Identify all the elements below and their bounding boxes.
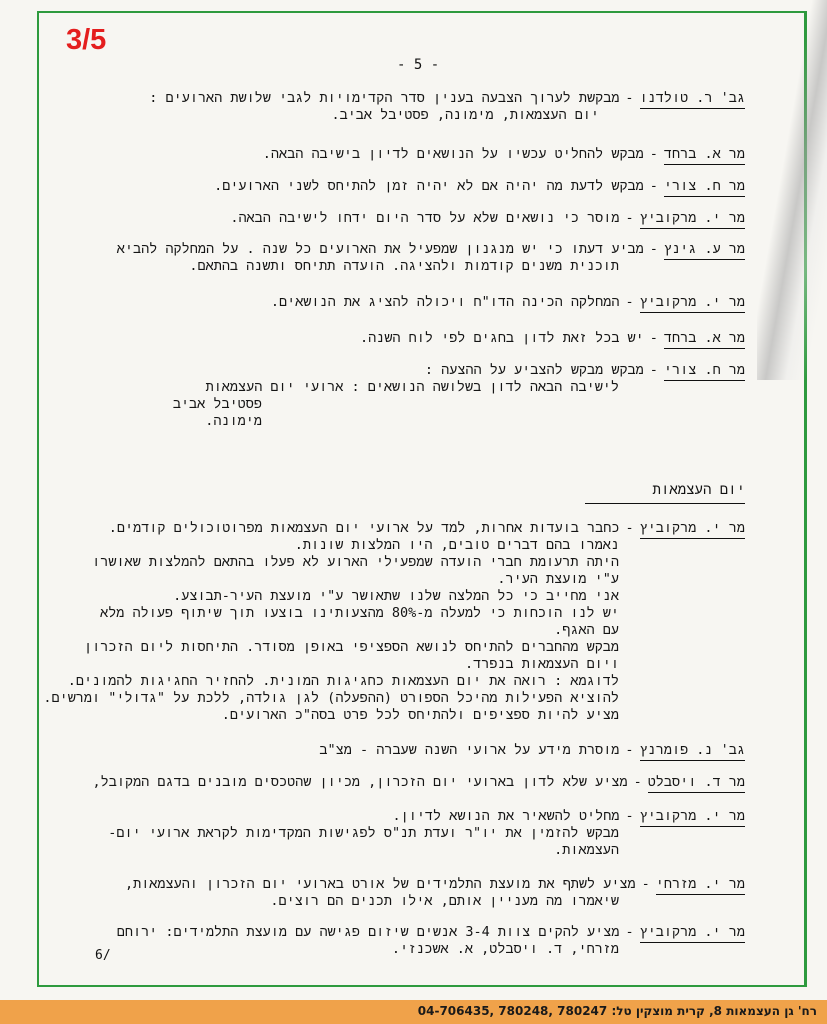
entry-visbelt: מר ד. ויסבלט-מציע שלא לדון בארועי יום הזכרון, מכיון שהטכסים מובנים בדגם המקובל,	[93, 774, 745, 793]
entry-continuation: היתה תרעומת חברי הועדה שמפעילי הארוע לא פעלו בהתאם להמלצות שאושרו	[92, 554, 619, 570]
entry-text: מבקשת לערוך הצבעה בענין סדר הקדימויות לגבי שלושת הארועים :	[149, 90, 620, 106]
entry-continuation: מבקש מהחברים להתיחס לנושא הספציפי באופן מסודר. התיחסות ליום הזכרון	[84, 639, 619, 655]
entry-continuation: לישיבה הבאה לדון בשלושה הנושאים : ארועי יום העצמאות	[205, 379, 619, 395]
entry-text: מבקש מבקש להצביע על ההצעה :	[424, 362, 644, 378]
speaker: מר ע. גינץ	[664, 241, 745, 260]
section-title: יום העצמאות	[585, 482, 745, 504]
entry-text: מוסר כי נושאים שלא על סדר היום ידחו לישיבה הבאה.	[230, 210, 620, 226]
speaker: מר ח. צורי	[664, 362, 745, 381]
entry-mizrahi: מר י. מזרחי-מציע לשתף את מועצת התלמידים של אורט בארועי יום הזכרון והעצמאות,	[125, 876, 745, 895]
list-item: פסטיבל אביב	[172, 396, 262, 412]
list-item: מימונה.	[205, 413, 262, 429]
entry-continuation: אני מחייב כי כל המלצה שלנו שתאושר ע"י מועצת העיר-תבוצע.	[173, 588, 619, 604]
entry-continuation: שיאמרו מה מעניין אותם, אילו תכנים הם רוצים.	[270, 893, 619, 909]
footer-bar	[0, 1000, 827, 1024]
entry-markovich: מר י. מרקוביץ-מציע להקים צוות 3-4 אנשים שיזום פגישה עם מועצת התלמידים: ירוחם	[117, 924, 745, 943]
entry-berhad: מר א. ברחד-יש בכל זאת לדון בחגים לפי לוח השנה.	[360, 330, 745, 349]
entry-continuation: ויום העצמאות בנפרד.	[464, 656, 619, 672]
speaker: מר ד. ויסבלט	[648, 774, 745, 793]
page-mark: 3/5	[66, 24, 107, 56]
entry-text: מבקש להחליט עכשיו על הנושאים לדיון בישיבה הבאה.	[262, 146, 644, 162]
entry-continuation: העצמאות.	[554, 842, 619, 858]
entry-text: מוסרת מידע על ארועי השנה שעברה - מצ"ב	[319, 742, 620, 758]
entry-ginz: מר ע. גינץ-מביע דעתו כי יש מנגנון שמפעיל את הארועים כל שנה . על המחלקה להביא	[117, 241, 745, 260]
entry-text: מחליט להשאיר את הנושא לדיון.	[392, 808, 620, 824]
entry-text: מביע דעתו כי יש מנגנון שמפעיל את הארועים כל שנה . על המחלקה להביא	[116, 241, 644, 257]
entry-pomerantz: גב' נ. פומרנץ-מוסרת מידע על ארועי השנה שעברה - מצ"ב	[319, 742, 745, 761]
page-number: - 5 -	[397, 57, 440, 73]
speaker: מר י. מרקוביץ	[640, 520, 745, 539]
entry-text: מבקש לדעת מה יהיה אם לא יהיה זמן להתיחס לשני הארועים.	[214, 178, 644, 194]
entry-tzuri: מר ח. צורי-מבקש לדעת מה יהיה אם לא יהיה זמן להתיחס לשני הארועים.	[214, 178, 745, 197]
entry-text: מציע שלא לדון בארועי יום הזכרון, מכיון שהטכסים מובנים בדגם המקובל,	[92, 774, 628, 790]
speaker: גב' ר. טולדנו	[640, 90, 745, 109]
entry-continuation: יש לנו הוכחות כי למעלה מ-80% מהצעותינו בוצעו תוך שיתוף פעולה מלא	[100, 605, 619, 621]
speaker: מר א. ברחד	[664, 330, 745, 349]
speaker: מר י. מזרחי	[656, 876, 745, 895]
speaker: מר ח. צורי	[664, 178, 745, 197]
entry-berhad: מר א. ברחד-מבקש להחליט עכשיו על הנושאים לדיון בישיבה הבאה.	[263, 146, 745, 165]
entry-text: מציע לשתף את מועצת התלמידים של אורט בארועי יום הזכרון והעצמאות,	[124, 876, 636, 892]
speaker: מר י. מרקוביץ	[640, 924, 745, 943]
entry-continuation: תוכנית משנים קודמות ולהציגה. הועדה תתיחס ותשנה בהתאם.	[189, 258, 619, 274]
speaker: גב' נ. פומרנץ	[640, 742, 745, 761]
page-fold	[757, 0, 827, 380]
page-continue: 6/	[95, 948, 111, 963]
entry-continuation: ע"י מועצת העיר.	[497, 571, 619, 587]
entry-text: מציע להקים צוות 3-4 אנשים שיזום פגישה עם מועצת התלמידים: ירוחם	[116, 924, 620, 940]
entry-continuation: מזרחי, ד. ויסבלט, א. אשכנזי.	[391, 941, 619, 957]
entry-continuation: להוציא הפעילות מהיכל הספורט (ההפעלה) לגן גולדה, ללכת על "גדולי" ומרשים.	[43, 690, 619, 706]
entry-markovich: מר י. מרקוביץ-כחבר בועדות אחרות, למד על ארועי יום העצמאות מפרוטוכולים קודמים.	[109, 520, 745, 539]
entry-continuation: לדוגמא : רואה את יום העצמאות כחגיגות המונית. להחזיר החגיגות להמונים.	[67, 673, 619, 689]
entry-continuation: מבקש להזמין את יו"ר ועדת תנ"ס לפגישות המקדימות לקראת ארועי יום-	[108, 825, 619, 841]
speaker: מר י. מרקוביץ	[640, 210, 745, 229]
entry-continuation: נאמרו בהם דברים טובים, היו המלצות שונות.	[294, 537, 619, 553]
entry-text: כחבר בועדות אחרות, למד על ארועי יום העצמאות מפרוטוכולים קודמים.	[108, 520, 620, 536]
speaker: מר י. מרקוביץ	[640, 808, 745, 827]
entry-markovich: מר י. מרקוביץ-המחלקה הכינה הדו"ח ויכולה להציג את הנושאים.	[271, 294, 745, 313]
entry-markovich: מר י. מרקוביץ-מחליט להשאיר את הנושא לדיון.	[392, 808, 745, 827]
entry-continuation: מציע להיות ספציפים ולהתיחס לכל פרט בסה"כ הארועים.	[221, 707, 619, 723]
speaker: מר י. מרקוביץ	[640, 294, 745, 313]
footer-address: רח' גן העצמאות 8, קרית מוצקין טל: 780247 ,780248 ,04-706435	[417, 1004, 817, 1018]
entry-markovich: מר י. מרקוביץ-מוסר כי נושאים שלא על סדר היום ידחו לישיבה הבאה.	[230, 210, 745, 229]
entry-text: יש בכל זאת לדון בחגים לפי לוח השנה.	[360, 330, 644, 346]
entry-toldano: גב' ר. טולדנו-מבקשת לערוך הצבעה בענין סדר הקדימויות לגבי שלושת הארועים :	[149, 90, 745, 109]
entry-text: המחלקה הכינה הדו"ח ויכולה להציג את הנושאים.	[270, 294, 620, 310]
entry-continuation: יום העצמאות, מימונה, פסטיבל אביב.	[331, 107, 599, 123]
entry-tzuri: מר ח. צורי-מבקש מבקש להצביע על ההצעה :	[425, 362, 745, 381]
entry-continuation: עם האגף.	[554, 622, 619, 638]
speaker: מר א. ברחד	[664, 146, 745, 165]
